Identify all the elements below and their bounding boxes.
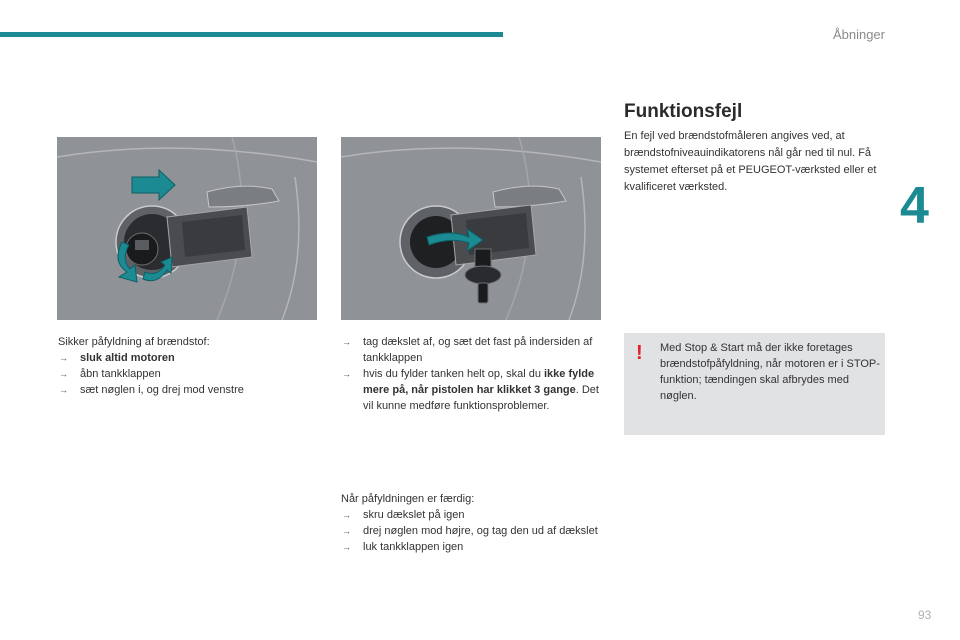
bullet-text: hvis du fylder tanken helt op, skal du [363,368,544,380]
cap-handling-instructions [341,334,601,414]
finish-refuelling-intro: Når påfyldningen er færdig: [341,493,475,505]
section-title: Åbninger [832,27,885,42]
fuel-cap-open-illustration [57,137,317,320]
stop-start-warning-box [624,333,885,435]
safe-refuelling-intro: Sikker påfyldning af brændstof: [58,336,210,348]
fuel-cap-open-drawing [57,137,317,320]
bullet-text-suffix: . Det vil kunne medføre funktionsproblemer. [363,384,599,412]
list-item [58,382,318,398]
list-item [341,334,601,366]
header-accent-bar [0,32,503,37]
list-item [341,366,601,414]
page-number: 93 [918,608,932,622]
list-item: → luk tankklappen igen [341,539,601,555]
safe-refuelling-instructions [58,334,318,398]
finish-refuelling-instructions [341,491,601,555]
list-item [58,366,318,382]
chapter-number: 4 [900,177,929,235]
list-item: → skru dækslet på igen [341,507,601,523]
bullet-text: åbn tankklappen [80,368,161,380]
malfunction-paragraph: En fejl ved brændstofmåleren angives ved, at brændstofniveauindikatorens nål går ned til nul. Få systemet efterset på et PEUGEOT-værksted eller et kvalificeret værksted. [624,130,877,193]
bullet-text: tag dækslet af, og sæt det fast på indersiden af tankklappen [363,336,593,364]
bullet-bold-text: sluk altid motoren [80,352,175,364]
cap-handling-list [341,334,601,414]
malfunction-heading: Funktionsfejl [624,101,743,122]
exclamation-warning-icon: ! [636,342,643,364]
finish-refuelling-list [341,507,601,555]
list-item [58,350,318,366]
bullet-bold-text: ikke fylde mere på, når pistolen har klikket 3 gange [363,368,595,396]
fuel-cap-hung-drawing [341,137,601,320]
list-item: → drej nøglen mod højre, og tag den ud af dækslet [341,523,601,539]
safe-refuelling-list [58,350,318,398]
fuel-cap-hung-illustration [341,137,601,320]
warning-text: Med Stop & Start må der ikke foretages brændstofpåfyldning, når motoren er i STOP-funktion; tændingen skal afbrydes med nøglen. [660,342,880,402]
bullet-text: sæt nøglen i, og drej mod venstre [80,384,244,396]
